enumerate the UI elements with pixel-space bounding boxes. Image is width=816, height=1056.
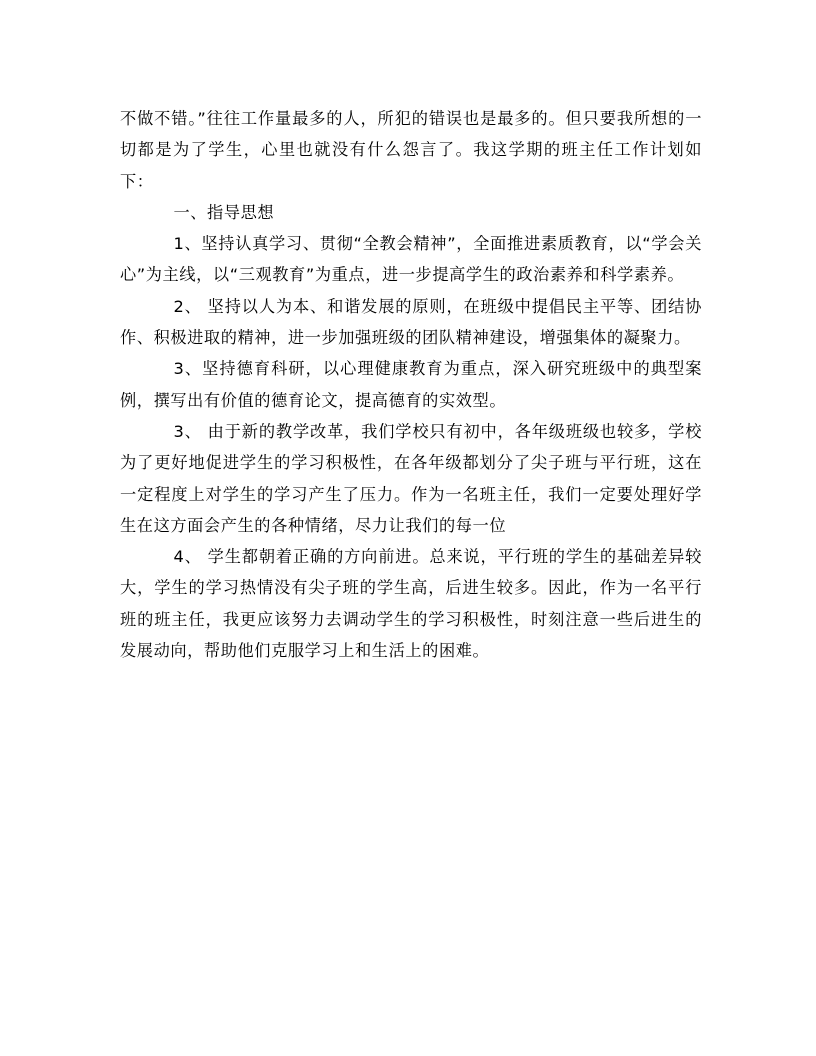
paragraph-item-3: 3、坚持德育科研，以心理健康教育为重点，深入研究班级中的典型案例，撰写出有价值的德育论文，提高德育的实效型。 <box>120 359 702 410</box>
paragraph-item-1: 1、坚持认真学习、贯彻“全教会精神”，全面推进素质教育，以“学会关心”为主线，以“三观教育”为重点，进一步提高学生的政治素养和科学素养。 <box>120 234 702 285</box>
document-body <box>120 103 702 666</box>
paragraph-item-2: 2、 坚持以人为本、和谐发展的原则，在班级中提倡民主平等、团结协作、积极进取的精神，进一步加强班级的团队精神建设，增强集体的凝聚力。 <box>120 296 702 348</box>
paragraph-item-4: 4、 学生都朝着正确的方向前进。总来说，平行班的学生的基础差异较大，学生的学习热情没有尖子班的学生高，后进生较多。因此，作为一名平行班的班主任，我更应该努力去调动学生的学习积极性，时刻注意一些后进生的发展动向，帮助他们克服学习上和生活上的困难。 <box>120 547 702 661</box>
paragraph-item-3b: 3、 由于新的教学改革，我们学校只有初中，各年级班级也较多，学校为了更好地促进学生的学习积极性，在各年级都划分了尖子班与平行班，这在一定程度上对学生的学习产生了压力。作为一名班主任，我们一定要处理好学生在这方面会产生的各种情绪，尽力让我们的每一位 <box>120 421 702 535</box>
paragraph-intro-continuation: 不做不错。”往往工作量最多的人，所犯的错误也是最多的。但只要我所想的一切都是为了学生，心里也就没有什么怨言了。我这学期的班主任工作计划如下： <box>120 109 702 191</box>
section-heading-guiding-thought: 一、指导思想 <box>173 202 275 222</box>
